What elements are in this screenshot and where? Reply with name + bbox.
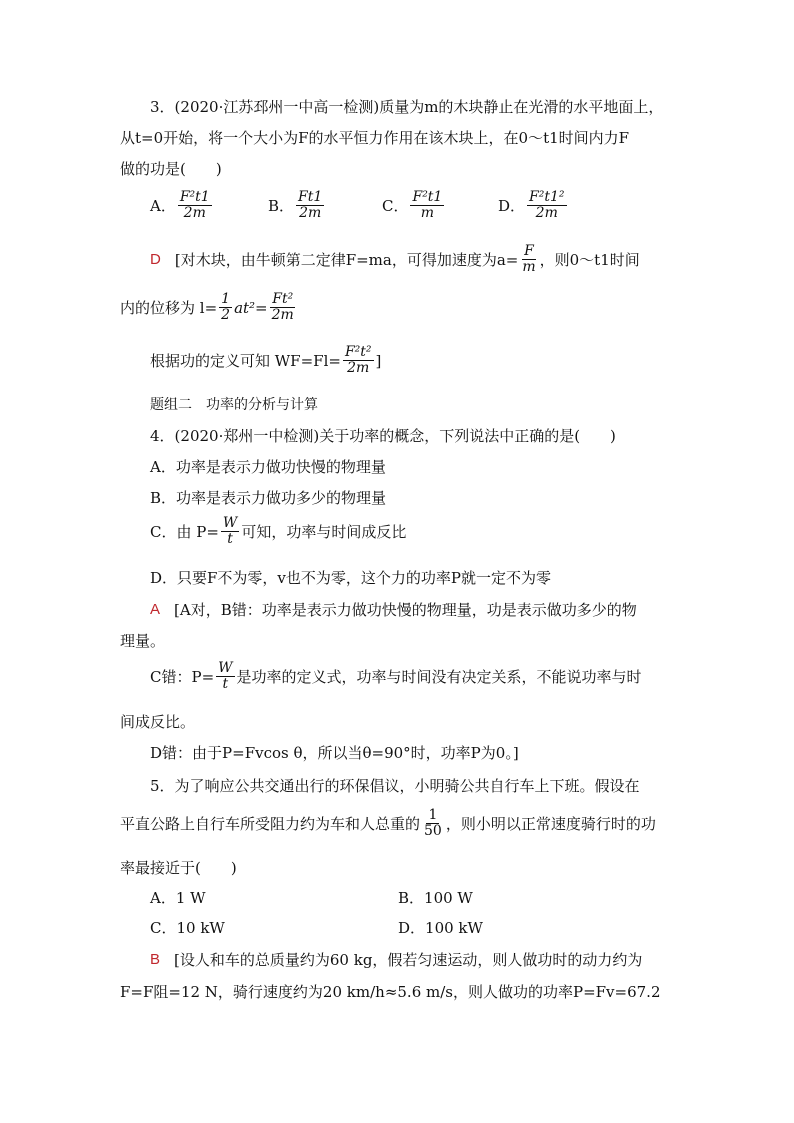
q4-explanation-line5: D错：由于P=Fvcos θ，所以当θ=90°时，功率P为0。] <box>150 744 519 762</box>
q3-line2: 从t=0开始，将一个大小为F的水平恒力作用在该木块上，在0～t1时间内力F <box>120 129 630 147</box>
q5-explanation-line1: B [设人和车的总质量约为60 kg，假若匀速运动，则人做功时的动力约为 <box>150 951 643 969</box>
q4-explanation-line3: C错：P= $\frac{W}{t}$ 是功率的定义式，功率与时间没有决定关系，不能说功率与时 <box>150 660 642 693</box>
q3-explanation-line1: D [对木块，由牛顿第二定律F=ma，可得加速度为a= $\frac{F}{m}$ ，则0～t1时间 <box>150 243 640 276</box>
fraction: $\frac{\text{F²t1}}{m}$ <box>412 189 443 222</box>
q4-option-b: B．功率是表示力做功多少的物理量 <box>150 489 387 507</box>
fraction: $\frac{W}{t}$ <box>222 515 238 548</box>
fraction: $\frac{W}{t}$ <box>218 660 233 693</box>
fraction: $\frac{\text{Ft²}}{2m}$ <box>271 291 294 324</box>
q3-explanation-line3: 根据功的定义可知 WF=Fl= $\frac{\text{F²t²}}{2m}$ ] <box>150 344 382 377</box>
q5-option-b: B．100 W <box>398 889 473 907</box>
q4-option-d: D．只要F不为零，v也不为零，这个力的功率P就一定不为零 <box>150 569 552 587</box>
section-title: 题组二 功率的分析与计算 <box>150 397 318 413</box>
q5-explanation-line2: F=F阻=12 N，骑行速度约为20 km/h≈5.6 m/s，则人做功的功率P=Fv=67.2 <box>120 983 661 1001</box>
answer-letter: B <box>150 951 161 968</box>
q3-option-d: D． $\frac{\text{F²t1²}}{2m}$ <box>498 189 565 222</box>
q4-option-c: C．由 P= $\frac{W}{t}$ 可知，功率与时间成反比 <box>150 515 407 548</box>
fraction: $\frac{1}{50}$ <box>424 807 442 840</box>
q5-option-c: C．10 kW <box>150 919 225 937</box>
q5-option-d: D．100 kW <box>398 919 483 937</box>
q3-line3: 做的功是( ) <box>120 160 222 178</box>
fraction: $\frac{\text{F²t1}}{2m}$ <box>179 189 210 222</box>
q4-explanation-line2: 理量。 <box>120 632 166 650</box>
q5-line3: 率最接近于( ) <box>120 859 237 877</box>
q3-line1: 3．(2020·江苏邳州一中高一检测)质量为m的木块静止在光滑的水平地面上， <box>150 98 664 116</box>
q3-explanation-line2: 内的位移为 l= $\frac{1}{2}$ at²= $\frac{\text{Ft²}}{2m}$ <box>120 291 294 324</box>
q5-line2: 平直公路上自行车所受阻力约为车和人总重的 $\frac{1}{50}$ ，则小明以正常速度骑行时的功 <box>120 807 656 840</box>
fraction: $\frac{\text{F²t1²}}{2m}$ <box>529 189 565 222</box>
fraction: $\frac{\text{F²t²}}{2m}$ <box>344 344 372 377</box>
q4-explanation-line1: A [A对，B错：功率是表示力做功快慢的物理量，功是表示做功多少的物 <box>150 601 637 619</box>
q4-option-a: A．功率是表示力做功快慢的物理量 <box>150 458 386 476</box>
answer-letter: A <box>150 601 161 618</box>
fraction: $\frac{F}{m}$ <box>522 243 536 276</box>
q5-option-a: A．1 W <box>150 889 206 907</box>
q5-line1: 5．为了响应公共交通出行的环保倡议，小明骑公共自行车上下班。假设在 <box>150 777 640 795</box>
fraction: $\frac{1}{2}$ <box>221 291 231 324</box>
q4-stem: 4．(2020·郑州一中检测)关于功率的概念，下列说法中正确的是( ) <box>150 427 616 445</box>
fraction: $\frac{Ft1}{2m}$ <box>298 189 323 222</box>
q3-option-b: B． $\frac{Ft1}{2m}$ <box>268 189 323 222</box>
q3-option-c: C． $\frac{\text{F²t1}}{m}$ <box>382 189 443 222</box>
answer-letter: D <box>150 250 161 268</box>
q4-explanation-line4: 间成反比。 <box>120 713 196 731</box>
q3-option-a: A． $\frac{\text{F²t1}}{2m}$ <box>150 189 210 222</box>
